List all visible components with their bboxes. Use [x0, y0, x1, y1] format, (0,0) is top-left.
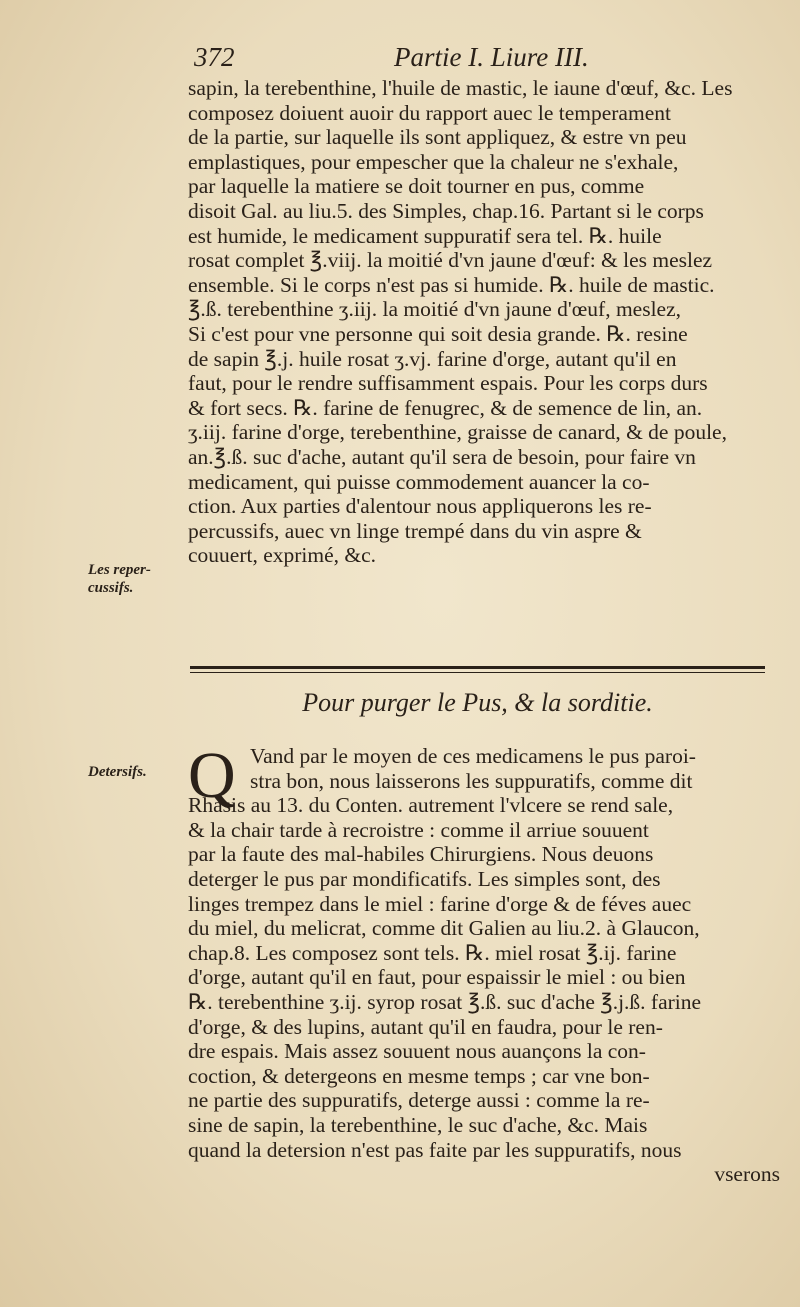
section-title: Pour purger le Pus, & la sorditie.	[302, 688, 653, 717]
text-line: d'orge, & des lupins, autant qu'il en faudra, pour le ren-	[188, 1014, 663, 1039]
section-divider-thick	[190, 666, 765, 669]
text-line: linges trempez dans le miel : farine d'orge & de féves auec	[188, 891, 692, 916]
text-line: ℥.ß. terebenthine ʒ.iij. la moitié d'vn jaune d'œuf, meslez,	[188, 297, 682, 322]
text-line: deterger le pus par mondificatifs. Les simples sont, des	[188, 866, 661, 891]
text-line: Rhasis au 13. du Conten. autrement l'vlcere se rend sale,	[188, 793, 674, 818]
text-line: composez doiuent auoir du rapport auec le temperament	[188, 100, 671, 125]
text-line: disoit Gal. au liu.5. des Simples, chap.16. Partant si le corps	[188, 198, 704, 223]
page-number: 372	[194, 42, 235, 72]
text-line: sapin, la terebenthine, l'huile de mastic, le iaune d'œuf, &c. Les	[188, 76, 733, 100]
page-header	[194, 38, 754, 78]
text-line: sine de sapin, la terebenthine, le suc d'ache, &c. Mais	[188, 1112, 648, 1137]
text-line: quand la detersion n'est pas faite par les suppuratifs, nous	[188, 1137, 682, 1162]
text-line: par la faute des mal-habiles Chirurgiens. Nous deuons	[188, 842, 654, 867]
text-line: dre espais. Mais assez souuent nous auançons la con-	[188, 1039, 646, 1064]
text-line: ne partie des suppuratifs, deterge aussi : comme la re-	[188, 1088, 650, 1113]
text-line: de la partie, sur laquelle ils sont appliquez, & estre vn peu	[188, 125, 687, 150]
text-line: Si c'est pour vne personne qui soit desia grande. ℞. resine	[188, 321, 688, 346]
margin-note-line: cussifs.	[88, 580, 134, 596]
passage-detersifs	[188, 739, 780, 1187]
text-line: medicament, qui puisse commodement auancer la co-	[188, 469, 650, 494]
text-line: vserons	[714, 1162, 780, 1187]
margin-note-repercussifs	[88, 561, 151, 597]
text-line: Vand par le moyen de ces medicamens le pus paroi-	[250, 744, 696, 768]
text-line: par laquelle la matiere se doit tourner en pus, comme	[188, 174, 645, 199]
text-line: stra bon, nous laisserons les suppuratifs, comme dit	[250, 768, 693, 793]
text-line: emplastiques, pour empescher que la chaleur ne s'exhale,	[188, 149, 679, 174]
text-line: an.℥.ß. suc d'ache, autant qu'il sera de besoin, pour faire vn	[188, 444, 696, 469]
text-line: rosat complet ℥.viij. la moitié d'vn jaune d'œuf: & les meslez	[188, 248, 713, 273]
text-line: ʒ.iij. farine d'orge, terebenthine, graisse de canard, & de poule,	[188, 420, 727, 445]
text-line: de sapin ℥.j. huile rosat ʒ.vj. farine d'orge, autant qu'il en	[188, 346, 677, 371]
drop-cap: Q	[188, 739, 236, 812]
text-line: & fort secs. ℞. farine de fenugrec, & de semence de lin, an.	[188, 395, 703, 420]
text-line: couuert, exprimé, &c.	[188, 543, 377, 568]
text-line: ction. Aux parties d'alentour nous appliquerons les re-	[188, 494, 652, 519]
text-line: est humide, le medicament suppuratif sera tel. ℞. huile	[188, 223, 662, 248]
section-divider-thin	[190, 672, 765, 673]
text-line: d'orge, autant qu'il en faut, pour espaissir le miel : ou bien	[188, 965, 686, 990]
margin-note-line: Les reper-	[88, 562, 151, 578]
margin-note-detersifs: Detersifs.	[88, 764, 147, 780]
text-line: ensemble. Si le corps n'est pas si humide. ℞. huile de mastic.	[188, 272, 715, 297]
text-line: ℞. terebenthine ʒ.ij. syrop rosat ℥.ß. suc d'ache ℥.j.ß. farine	[188, 989, 702, 1014]
text-line: chap.8. Les composez sont tels. ℞. miel rosat ℥.ij. farine	[188, 940, 677, 965]
text-line: percussifs, auec vn linge trempé dans du vin aspre &	[188, 518, 642, 543]
text-line: faut, pour le rendre suffisamment espais. Pour les corps durs	[188, 371, 708, 396]
running-title: Partie I. Liure III.	[394, 42, 589, 72]
text-line: du miel, du melicrat, comme dit Galien au liu.2. à Glaucon,	[188, 916, 700, 941]
text-line: & la chair tarde à recroistre : comme il arriue souuent	[188, 817, 649, 842]
passage-suppuratifs	[188, 76, 780, 568]
text-line: coction, & detergeons en mesme temps ; car vne bon-	[188, 1063, 650, 1088]
